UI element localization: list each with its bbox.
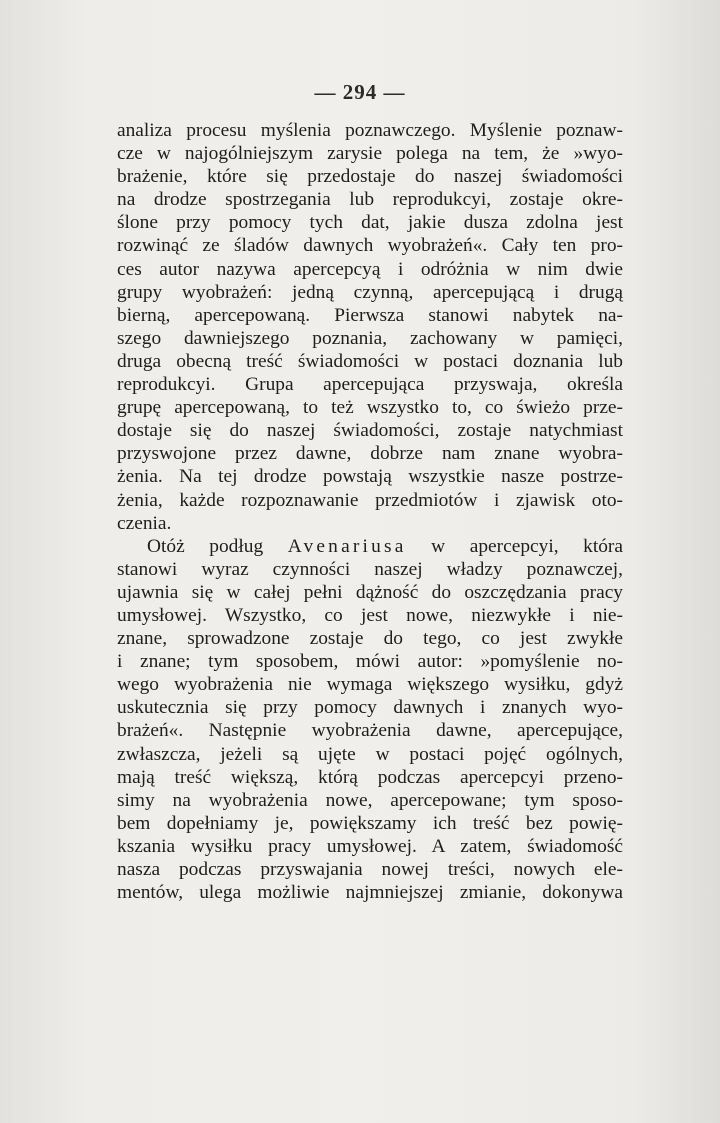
text-line: nasza podczas przyswajania nowej treści, nowych ele- bbox=[117, 859, 623, 880]
page-number: — 294 — bbox=[314, 80, 406, 104]
text-line: żenia. Na tej drodze powstają wszystkie nasze postrze- bbox=[117, 466, 623, 488]
text-line: analiza procesu myślenia poznawczego. Myślenie poznaw- bbox=[117, 120, 623, 141]
text-line: kszania wysiłku pracy umysłowej. A zatem, świadomość bbox=[117, 835, 623, 857]
text-line: druga obecną treść świadomości w postaci doznania lub bbox=[117, 350, 623, 372]
text-line: zwłaszcza, jeżeli są ujęte w postaci pojęć ogólnych, bbox=[117, 743, 623, 765]
text-line: cze w najogólniejszym zarysie polega na tem, że »wyo- bbox=[117, 143, 623, 165]
text-line: uskutecznia się przy pomocy dawnych i znanych wyo- bbox=[117, 697, 623, 719]
text-line: i znane; tym sposobem, mówi autor: »pomyślenie no- bbox=[117, 651, 623, 673]
text-line: ces autor nazywa apercepcyą i odróżnia w nim dwie bbox=[117, 258, 623, 280]
text-line: reprodukcyi. Grupa apercepująca przyswaja, określa bbox=[117, 374, 623, 396]
text-line: czenia. bbox=[117, 512, 172, 534]
text-line: grupę apercepowaną, to też wszystko to, co świeżo prze- bbox=[117, 397, 623, 419]
text-line: wego wyobrażenia nie wymaga większego wysiłku, gdyż bbox=[117, 674, 623, 696]
text-line: stanowi wyraz czynności naszej władzy poznawczej, bbox=[117, 558, 623, 580]
text-line: szego dawniejszego poznania, zachowany w pamięci, bbox=[117, 327, 623, 349]
text-line: mają treść większą, którą podczas apercepcyi przeno- bbox=[117, 766, 623, 788]
text-line: ślone przy pomocy tych dat, jakie dusza zdolna jest bbox=[117, 212, 623, 234]
text-line: bierną, apercepowaną. Pierwsza stanowi nabytek na- bbox=[117, 304, 623, 326]
paragraph-2 bbox=[117, 535, 623, 905]
text-line: brażenie, które się przedostaje do naszej świadomości bbox=[117, 166, 623, 188]
text-line: brażeń«. Następnie wyobrażenia dawne, apercepujące, bbox=[117, 720, 623, 742]
text-line: na drodze spostrzegania lub reprodukcyi, zostaje okre- bbox=[117, 189, 623, 211]
text-line: mentów, ulega możliwie najmniejszej zmianie, dokonywa bbox=[117, 882, 623, 904]
text-fragment: Otóż podług bbox=[147, 535, 288, 557]
text-line: simy na wyobrażenia nowe, apercepowane; tym sposo- bbox=[117, 789, 623, 811]
text-line: ujawnia się w całej pełni dążność do oszczędzania pracy bbox=[117, 581, 623, 603]
text-line: znane, sprowadzone zostaje do tego, co jest zwykłe bbox=[117, 628, 623, 650]
text-line: żenia, każde rozpoznawanie przedmiotów i zjawisk oto- bbox=[117, 489, 623, 511]
text-line: grupy wyobrażeń: jedną czynną, apercepującą i drugą bbox=[117, 281, 623, 303]
text-line: bem dopełniamy je, powiększamy ich treść bez powię- bbox=[117, 812, 623, 834]
body-text bbox=[117, 119, 623, 904]
text-line: dostaje się do naszej świadomości, zostaje natychmiast bbox=[117, 420, 623, 442]
text-line: rozwinąć ze śladów dawnych wyobrażeń«. Cały ten pro- bbox=[117, 235, 623, 257]
paragraph-1 bbox=[117, 119, 623, 535]
text-line: przyswojone przez dawne, dobrze nam znane wyobra- bbox=[117, 443, 623, 465]
paragraph-first-line bbox=[117, 535, 623, 558]
text-line: umysłowej. Wszystko, co jest nowe, niezwykłe i nie- bbox=[117, 604, 623, 626]
text-fragment: w apercepcyi, która bbox=[406, 535, 623, 557]
spaced-author-name: Avenariusa bbox=[287, 535, 407, 557]
